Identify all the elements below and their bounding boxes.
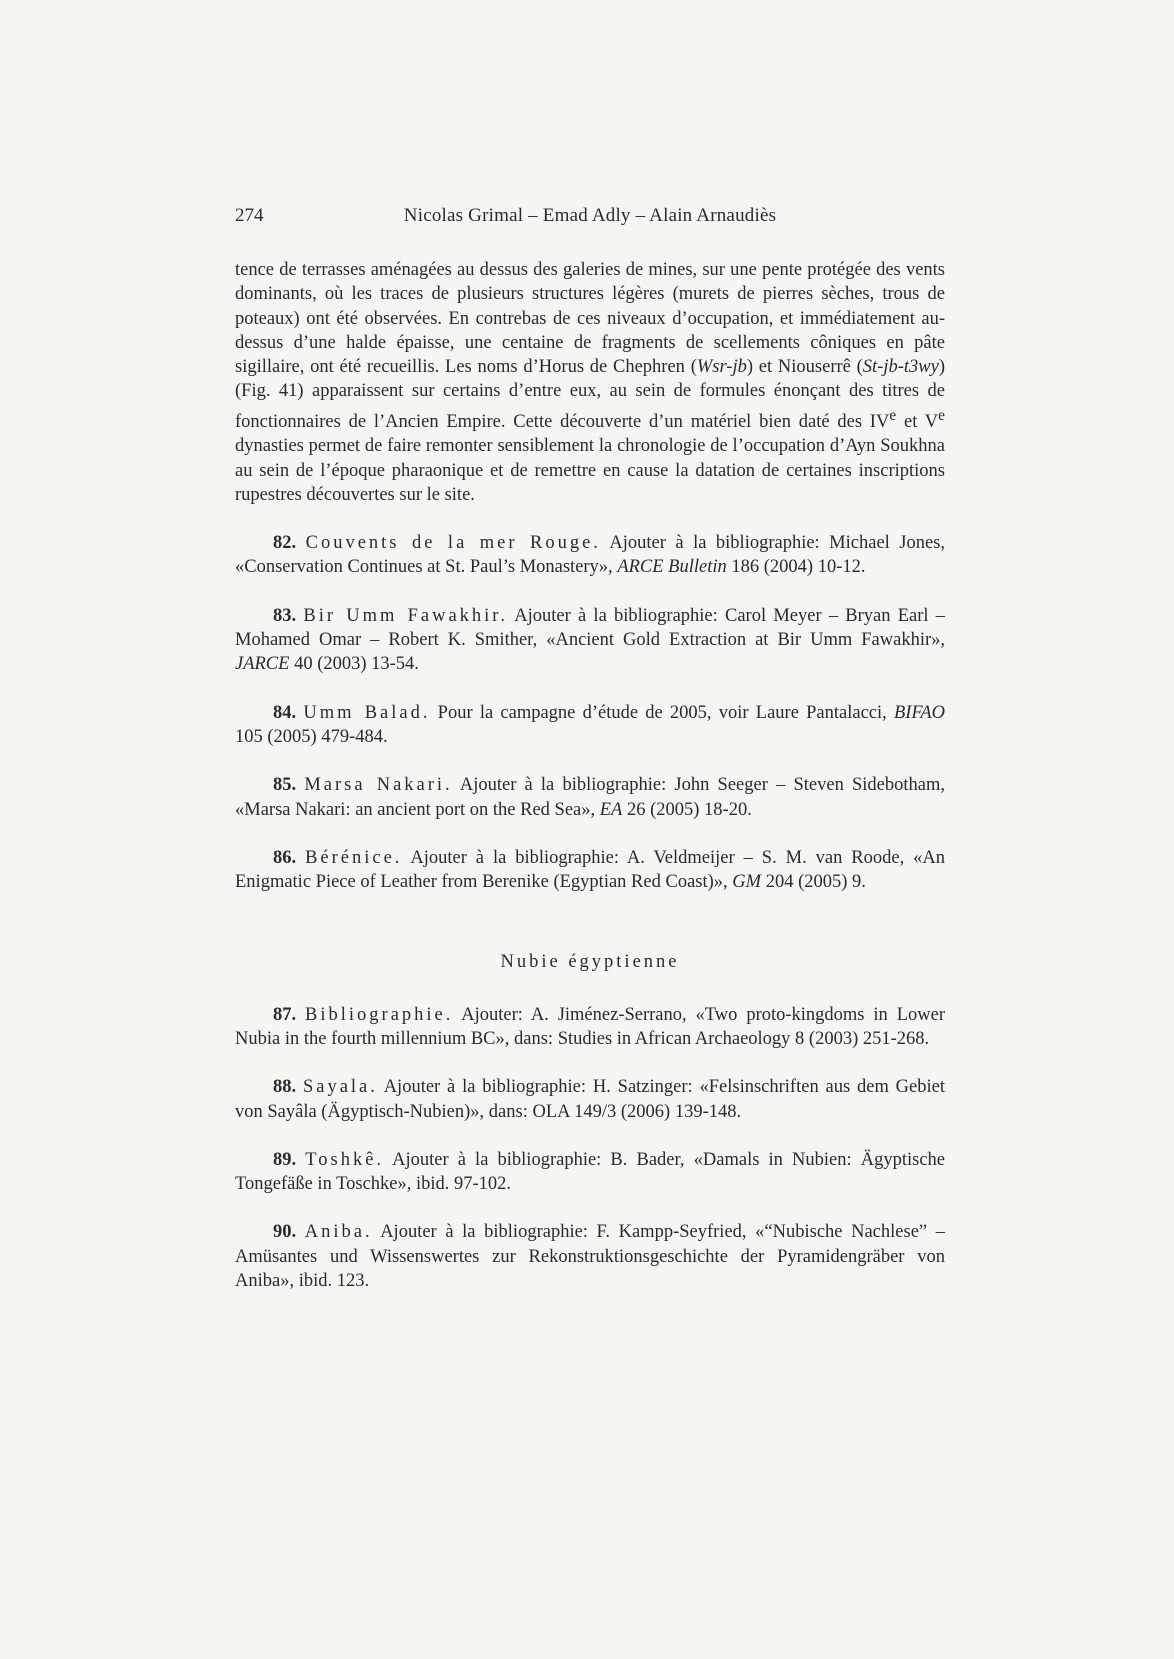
superscript: e <box>938 406 945 424</box>
entry-85 <box>235 773 945 822</box>
entry-title: Marsa Nakari. <box>304 775 453 796</box>
entry-number: 88. <box>273 1077 297 1098</box>
entry-title: Umm Balad. <box>303 702 431 723</box>
entry-88 <box>235 1075 945 1124</box>
entry-title: Toshkê. <box>305 1149 385 1170</box>
entry-number: 90. <box>273 1222 297 1243</box>
entry-text: Ajouter à la bibliographie: Michael Jones, «Conservation Continues at St. Paul’s Monastery», <box>235 533 946 578</box>
journal-title: GM <box>732 872 762 893</box>
entry-text: Ajouter à la bibliographie: B. Bader, «Damals in Nubien: Ägyptische Tongefäße in Toschke», ibid. 97-102. <box>235 1149 945 1195</box>
entry-90 <box>235 1220 945 1293</box>
entry-84 <box>235 701 945 750</box>
entry-text: Ajouter: A. Jiménez-Serrano, «Two proto-kingdoms in Lower Nubia in the fourth millennium BC», dans: Studies in African Archaeology 8 (2003) 251-268. <box>235 1004 945 1049</box>
entry-number: 85. <box>273 775 297 796</box>
entry-text: 26 (2005) 18-20. <box>622 799 752 820</box>
intro-text: ) (Fig. 41) apparaissent sur certains d’entre eux, au sein de formules énonçant des titres de fonctionnaires de l’Ancien Empire. Cette découverte d’un matériel bien daté des IV <box>235 357 945 432</box>
running-head: Nicolas Grimal – Emad Adly – Alain Arnaudiès <box>403 205 777 226</box>
entry-text: 186 (2004) 10-12. <box>726 557 866 578</box>
page-header <box>235 203 945 229</box>
entry-title: Bérénice. <box>305 847 403 868</box>
entry-text: Pour la campagne d’étude de 2005, voir Laure Pantalacci, <box>430 702 894 723</box>
section-title: Nubie égyptienne <box>500 952 680 973</box>
journal-title: JARCE <box>235 654 290 675</box>
page-number: 274 <box>235 205 264 226</box>
entry-title: Aniba. <box>304 1222 373 1243</box>
entry-83 <box>235 604 945 677</box>
entry-text: 204 (2005) 9. <box>761 872 866 893</box>
horus-name-niouserre: St-jb-t3wy <box>862 357 939 378</box>
entry-82 <box>235 531 945 580</box>
journal-title: EA <box>599 799 623 820</box>
intro-text: tence de terrasses aménagées au dessus des galeries de mines, sur une pente protégée des vents dominants, où les traces de plusieurs structures légères (murets de pierres sèches, trous de poteaux) ont été observées. En contrebas de ces niveaux d’occupation, et immédiatement au-dessus d’une halde épaisse, une centaine de fragments de scellements côniques en pâte sigillaire, ont été recueillis. Les noms d’Horus de Chephren ( <box>235 260 945 378</box>
entry-title: Sayala. <box>302 1077 378 1098</box>
entry-text: Ajouter à la bibliographie: F. Kampp-Seyfried, «“Nubische Nachlese” – Amüsantes und Wissenswertes zur Rekonstruktionsgeschichte der Pyramidengräber von Aniba», ibid. 123. <box>235 1222 945 1292</box>
superscript: e <box>889 406 897 424</box>
intro-text: ) et Niouserrê ( <box>746 357 863 378</box>
entry-number: 84. <box>273 702 297 723</box>
body-text <box>235 258 945 1293</box>
entry-text: Ajouter à la bibliographie: John Seeger – Steven Sidebotham, «Marsa Nakari: an ancient port on the Red Sea», <box>235 775 945 820</box>
journal-title: ARCE Bulletin <box>617 557 727 578</box>
journal-title: BIFAO <box>893 702 946 723</box>
entry-text: 105 (2005) 479-484. <box>235 726 388 747</box>
entry-title: Bibliographie. <box>305 1004 454 1025</box>
intro-text: et V <box>896 411 939 432</box>
entry-89 <box>235 1148 945 1197</box>
entry-text: Ajouter à la bibliographie: Carol Meyer – Bryan Earl – Mohamed Omar – Robert K. Smither, «Ancient Gold Extraction at Bir Umm Fawakhir», <box>235 605 946 651</box>
entry-87 <box>235 1003 945 1052</box>
entry-number: 86. <box>273 847 297 868</box>
entry-title: Couvents de la mer Rouge. <box>305 533 601 554</box>
intro-paragraph <box>235 258 945 507</box>
entry-number: 87. <box>273 1004 297 1025</box>
entry-text: Ajouter à la bibliographie: A. Veldmeijer – S. M. van Roode, «An Enigmatic Piece of Leather from Berenike (Egyptian Red Coast)», <box>235 847 945 893</box>
entry-number: 89. <box>273 1149 297 1170</box>
entry-number: 83. <box>273 605 297 626</box>
intro-text: dynasties permet de faire remonter sensiblement la chronologie de l’occupation d’Ayn Soukhna au sein de l’époque pharaonique et de remettre en cause la datation de certaines inscriptions rupestres découvertes sur le site. <box>235 436 945 505</box>
entry-text: 40 (2003) 13-54. <box>289 654 419 675</box>
horus-name-chephren: Wsr-jb <box>696 357 747 378</box>
entry-text: Ajouter à la bibliographie: H. Satzinger: «Felsinschriften aus dem Gebiet von Sayâla (Ägyptisch-Nubien)», dans: OLA 149/3 (2006) 139-148. <box>235 1077 945 1122</box>
entry-86 <box>235 846 945 895</box>
entry-number: 82. <box>273 533 297 554</box>
entry-title: Bir Umm Fawakhir. <box>303 605 509 626</box>
